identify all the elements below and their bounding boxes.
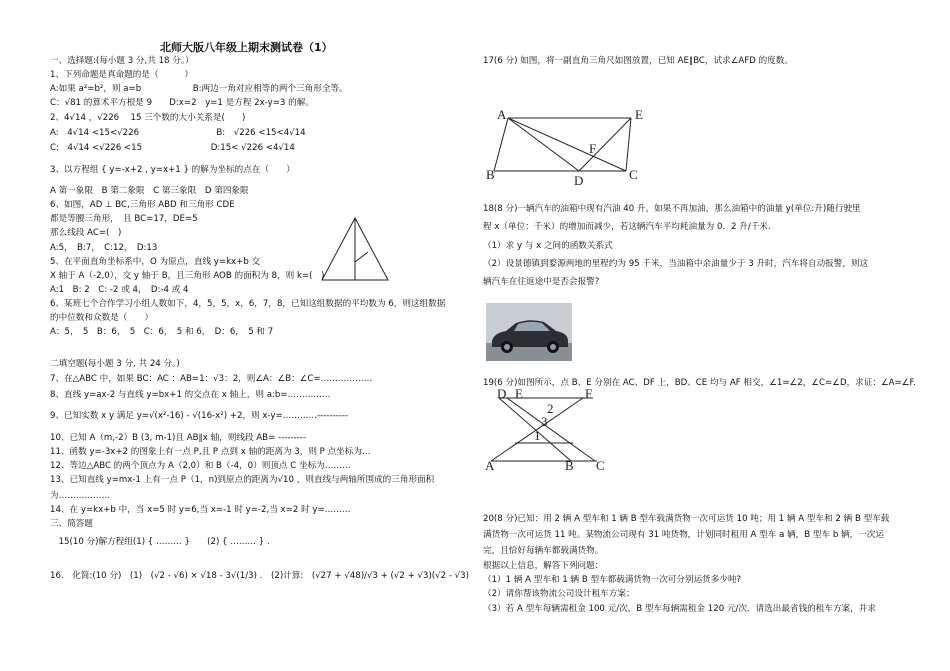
question-text: 15(10 分)解方程组(1) { ……… } (2) { ……… } . (50, 537, 270, 547)
fig19-label: E (515, 388, 523, 401)
fig19-label: F (585, 388, 593, 401)
question-text: 的中位数和众数是（ ） (50, 313, 154, 323)
triangle-ruler-figure (486, 105, 666, 190)
option-text: A:5， B:7， C:12， D:13 (50, 243, 158, 253)
question-text: X 轴于 A（-2,0），交 y 轴于 B，且三角形 AOB 的面积为 8，则 k=( ) (50, 271, 325, 281)
option-text: C: 4√14 <√226 <15 D:15< √226 <4√14 (50, 143, 295, 153)
question-text: 1、下列命题是真命题的是（ ） (50, 70, 193, 80)
fig19-label: C (596, 458, 605, 472)
fig17-label: B (486, 167, 495, 182)
question-text: 16. 化简:(10 分) (1) (√2 - √6) × √18 - 3√(1/3) . (2)计算: (√27 + √48)/√3 + (√2 + √3)(√2 - √3) (50, 571, 469, 581)
fig19-label: 3 (541, 414, 548, 429)
fig19-label: B (565, 458, 574, 472)
fig17-label: F (589, 141, 597, 156)
question-text: 17(6 分) 如图，将一副直角三角尺如图放置，已知 AE∥BC，试求∠AFD 的度数。 (483, 56, 793, 66)
question-text: 程 x（单位：千米）的增加而减少，若这辆汽车平均耗油量为 0．2 升/千米. (483, 222, 771, 232)
page-title: 北师大版八年级上期末测试卷（1） (160, 41, 333, 54)
question-text: 那么线段 AC=( ) (50, 228, 122, 238)
option-text: A:1 B: 2 C: -2 或 4， D:-4 或 4 (50, 285, 189, 295)
option-text: C：√81 的算术平方根是 9 D:x=2 y=1 是方程 2x-y=3 的解。 (50, 98, 314, 108)
question-text: 6、某班七个合作学习小组人数如下，4，5，5，x，6，7，8，已知这组数据的平均数为 6，则这组数据 (50, 299, 446, 309)
question-text: 20(8 分)已知：用 2 辆 A 型车和 1 辆 B 型车载满货物一次可运货 10 吨；用 1 辆 A 型车和 2 辆 B 型车载 (483, 514, 890, 524)
fig17-label: E (635, 107, 643, 122)
question-text: 2、4√14 ，√226 15 三个数的大小关系是( ) (50, 113, 246, 123)
triangle-figure (320, 214, 395, 289)
question-text: 9、已知实数 x y 满足 y=√(x²-16) - √(16-x²) +2，则 x-y=…………---------- (50, 411, 349, 421)
question-text: 6、如图，AD ⊥ BC,三角形 ABD 和三角形 CDE (50, 200, 235, 210)
question-text: 5、在平面直角坐标系中，O 为原点，直线 y=kx+b 交 (50, 257, 261, 267)
option-text: A:如果 a²=b²，则 a=b B:两边一角对应相等的两个三角形全等。 (50, 84, 348, 94)
question-text: 满货物一次可运货 11 吨。某物流公司现有 31 吨货物，计划同时租用 A 型车 a 辆，B 型车 b 辆，一次运 (483, 530, 884, 540)
question-text: 13、已知直线 y=mx-1 上有一点 P（1，n)到原点的距离为√10 ，则直线与两轴所围成的三角形面积 (50, 475, 435, 485)
question-text: 完，且恰好每辆车都载满货物。 (483, 546, 604, 556)
section-heading: 三、简答题 (50, 519, 93, 529)
fig19-label: 1 (534, 428, 541, 443)
fig17-label: A (497, 107, 507, 122)
question-text: 18(8 分)一辆汽车的油箱中现有汽油 40 升，如果不再加油，那么油箱中的油量 y(单位:升)随行驶里 (483, 204, 861, 214)
question-text: 为……………… (50, 491, 111, 501)
question-text: 根据以上信息，解答下列问题： (483, 561, 604, 571)
question-text: 12、等边△ABC 的两个顶点为 A（2,0）和 B（-4，0）则顶点 C 坐标为……… (50, 461, 351, 471)
question-text: 都是等腰三角形， 且 BC=17，DE=5 (50, 214, 198, 224)
option-text: A 第一象限 B 第二象限 C 第三象限 D 第四象限 (50, 186, 249, 196)
question-text: 14、在 y=kx+b 中，当 x=5 时 y=6,当 x=-1 时 y=-2,当 x=2 时 y=……… (50, 505, 351, 515)
parallel-lines-figure (485, 388, 610, 472)
question-text: 7、在△ABC 中，如果 BC：AC ：AB=1：√3：2，则∠A：∠B：∠C=……………… (50, 374, 373, 384)
option-text: A: 4√14 <15<√226 B: √226 <15<4√14 (50, 128, 306, 138)
section-heading: 二填空题(每小题 3 分, 共 24 分。) (50, 359, 180, 369)
question-text: （3）若 A 型车每辆需租金 100 元/次，B 型车每辆需租金 120 元/次．请选出最省钱的租车方案，并求 (483, 604, 876, 614)
question-text: （1）1 辆 A 型车和 1 辆 B 型车都载满货物一次可分别运货多少吨? (483, 575, 742, 585)
option-text: A：5， 5 B：6， 5 C：6， 5 和 6， D：6， 5 和 7 (50, 327, 274, 337)
question-text: 10、已知 A（m,-2）B (3, m-1)且 AB∥x 轴，则线段 AB= --------- (50, 433, 306, 443)
fig19-label: D (497, 388, 507, 401)
question-text: （1）求 y 与 x 之间的函数关系式 (483, 241, 613, 251)
fig17-label: C (629, 167, 638, 182)
question-text: 3、以方程组 { y=-x+2 , y=x+1 } 的解为坐标的点在（ ） (50, 165, 295, 175)
question-text: 辆汽车在往返途中是否会报警? (483, 277, 600, 287)
question-text: 11、函数 y=-3x+2 的图象上有一点 P,且 P 点到 x 轴的距离为 3，则 P 点坐标为… (50, 447, 371, 457)
section-heading: 一、选择题:(每小题 3 分,共 18 分。） (50, 56, 194, 66)
question-text: 8、直线 y=ax-2 与直线 y=bx+1 的交点在 x 轴上，则 a:b=…………… (50, 390, 331, 400)
question-text: （2）请你帮该物流公司设计租车方案； (483, 589, 635, 599)
question-text: 19(6 分)如图所示，点 B、E 分别在 AC、DF 上，BD、CE 均与 AF 相交，∠1=∠2，∠C=∠D，求证：∠A=∠F. (483, 378, 916, 388)
question-text: （2）设景德镇到婺源两地的里程约为 95 千米，当油箱中余油量少于 3 升时，汽车将自动报警，则这 (483, 259, 869, 269)
fig19-label: 2 (547, 401, 554, 416)
fig17-label: D (574, 173, 584, 188)
fig19-label: A (485, 458, 495, 472)
car-image (486, 303, 572, 361)
